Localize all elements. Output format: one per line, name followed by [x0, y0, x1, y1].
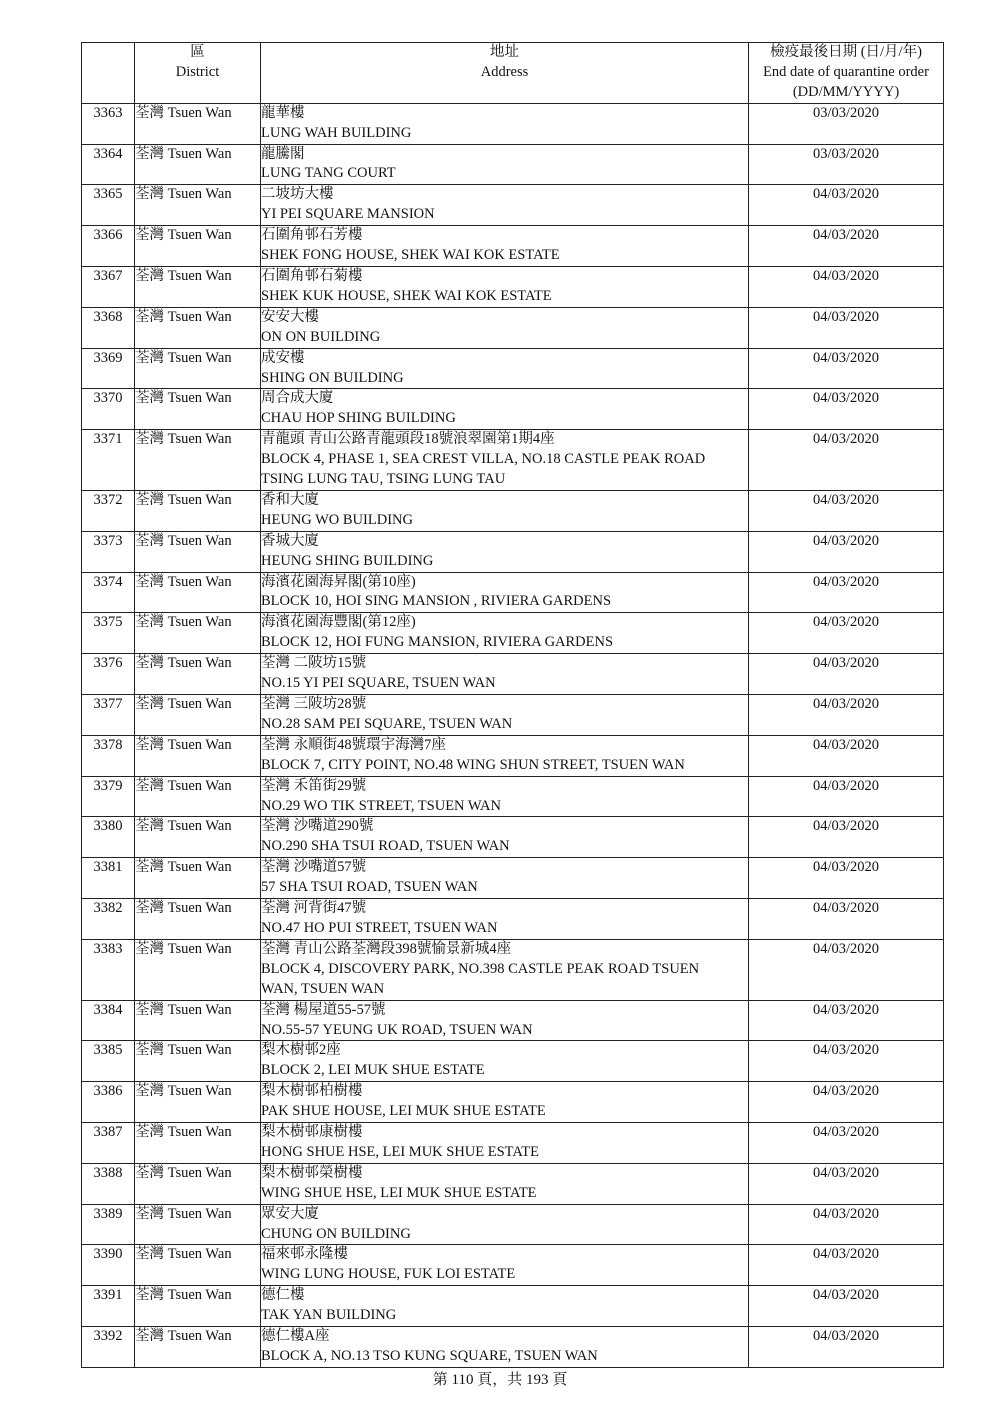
address-line-en: HONG SHUE HSE, LEI MUK SHUE ESTATE [261, 1143, 539, 1160]
row-address [261, 817, 749, 858]
table-row [82, 776, 944, 817]
row-district: 荃灣 Tsuen Wan [135, 307, 261, 348]
table-row [82, 817, 944, 858]
row-end-date: 04/03/2020 [749, 654, 944, 695]
address-line-zh: 石圍角邨石芳樓 [261, 227, 363, 244]
address-line-en: NO.28 SAM PEI SQUARE, TSUEN WAN [261, 715, 513, 732]
row-end-date: 04/03/2020 [749, 899, 944, 940]
row-district: 荃灣 Tsuen Wan [135, 1082, 261, 1123]
row-end-date: 03/03/2020 [749, 103, 944, 144]
address-line-zh: 香城大廈 [261, 532, 319, 549]
header-district-en: District [175, 63, 220, 80]
row-end-date: 04/03/2020 [749, 1286, 944, 1327]
header-address-zh: 地址 [490, 44, 519, 60]
row-number: 3370 [82, 389, 135, 430]
row-end-date: 04/03/2020 [749, 939, 944, 1000]
table-row [82, 1082, 944, 1123]
address-line-zh: 二坡坊大樓 [261, 186, 334, 203]
row-number: 3368 [82, 307, 135, 348]
row-end-date: 04/03/2020 [749, 531, 944, 572]
address-line-en: BLOCK 2, LEI MUK SHUE ESTATE [261, 1062, 485, 1079]
row-district: 荃灣 Tsuen Wan [135, 103, 261, 144]
table-body [82, 103, 944, 1367]
row-district: 荃灣 Tsuen Wan [135, 348, 261, 389]
table-row [82, 307, 944, 348]
address-line-zh: 荃灣 永順街48號環宇海灣7座 [261, 736, 446, 753]
address-line-en: NO.29 WO TIK STREET, TSUEN WAN [261, 797, 501, 814]
table-row [82, 613, 944, 654]
table-row [82, 695, 944, 736]
address-line-en: BLOCK 7, CITY POINT, NO.48 WING SHUN STREET, TSUEN WAN [261, 756, 685, 773]
row-district: 荃灣 Tsuen Wan [135, 1286, 261, 1327]
row-number: 3384 [82, 1000, 135, 1041]
row-number: 3391 [82, 1286, 135, 1327]
table-row [82, 654, 944, 695]
row-address [261, 858, 749, 899]
row-address [261, 695, 749, 736]
row-number: 3382 [82, 899, 135, 940]
table-row [82, 735, 944, 776]
table-row [82, 266, 944, 307]
address-line-zh: 福來邨永隆樓 [261, 1246, 348, 1263]
row-number: 3390 [82, 1245, 135, 1286]
row-number: 3373 [82, 531, 135, 572]
row-address [261, 899, 749, 940]
row-end-date: 04/03/2020 [749, 185, 944, 226]
address-line-zh: 龍華樓 [261, 104, 305, 121]
row-address [261, 266, 749, 307]
row-number: 3369 [82, 348, 135, 389]
row-number: 3386 [82, 1082, 135, 1123]
row-district: 荃灣 Tsuen Wan [135, 1163, 261, 1204]
table-row [82, 389, 944, 430]
row-district: 荃灣 Tsuen Wan [135, 695, 261, 736]
row-number: 3380 [82, 817, 135, 858]
row-address [261, 389, 749, 430]
address-line-zh: 梨木樹邨2座 [261, 1042, 341, 1059]
table-row [82, 1327, 944, 1368]
address-line-en: TSING LUNG TAU, TSING LUNG TAU [261, 471, 506, 488]
address-line-en: WAN, TSUEN WAN [261, 980, 385, 997]
row-end-date: 03/03/2020 [749, 144, 944, 185]
page-number: 第 110 頁，共 193 頁 [432, 1372, 568, 1388]
row-number: 3367 [82, 266, 135, 307]
row-address [261, 103, 749, 144]
row-end-date: 04/03/2020 [749, 1245, 944, 1286]
row-end-date: 04/03/2020 [749, 266, 944, 307]
row-address [261, 939, 749, 1000]
table-row [82, 103, 944, 144]
row-district: 荃灣 Tsuen Wan [135, 1327, 261, 1368]
address-line-en: CHUNG ON BUILDING [261, 1225, 411, 1242]
row-number: 3378 [82, 735, 135, 776]
row-end-date: 04/03/2020 [749, 1327, 944, 1368]
row-address [261, 144, 749, 185]
row-address [261, 348, 749, 389]
row-address [261, 1245, 749, 1286]
row-district: 荃灣 Tsuen Wan [135, 531, 261, 572]
table-row [82, 185, 944, 226]
address-line-en: HEUNG SHING BUILDING [261, 552, 434, 569]
address-line-en: SHEK FONG HOUSE, SHEK WAI KOK ESTATE [261, 247, 560, 264]
address-line-en: SHEK KUK HOUSE, SHEK WAI KOK ESTATE [261, 287, 552, 304]
table-row [82, 490, 944, 531]
header-date-zh: 檢疫最後日期 (日/月/年) [770, 44, 922, 60]
address-line-en: NO.47 HO PUI STREET, TSUEN WAN [261, 919, 498, 936]
row-end-date: 04/03/2020 [749, 817, 944, 858]
address-line-zh: 海濱花園海豐閣(第12座) [261, 614, 416, 631]
row-number: 3375 [82, 613, 135, 654]
row-number: 3392 [82, 1327, 135, 1368]
row-number: 3389 [82, 1204, 135, 1245]
row-district: 荃灣 Tsuen Wan [135, 144, 261, 185]
address-line-zh: 荃灣 青山公路荃灣段398號愉景新城4座 [261, 940, 512, 957]
address-line-zh: 德仁樓A座 [261, 1328, 330, 1345]
address-line-en: HEUNG WO BUILDING [261, 511, 413, 528]
address-line-en: LUNG WAH BUILDING [261, 124, 412, 141]
row-address [261, 531, 749, 572]
address-line-zh: 梨木樹邨柏樹樓 [261, 1083, 363, 1100]
row-district: 荃灣 Tsuen Wan [135, 1123, 261, 1164]
table-row [82, 144, 944, 185]
row-number: 3376 [82, 654, 135, 695]
row-district: 荃灣 Tsuen Wan [135, 735, 261, 776]
address-line-en: ON ON BUILDING [261, 328, 381, 345]
row-district: 荃灣 Tsuen Wan [135, 1204, 261, 1245]
address-line-zh: 海濱花園海昇閣(第10座) [261, 573, 416, 590]
address-line-en: LUNG TANG COURT [261, 165, 396, 182]
row-end-date: 04/03/2020 [749, 1163, 944, 1204]
table-row [82, 1123, 944, 1164]
row-address [261, 490, 749, 531]
header-district-zh: 區 [190, 44, 205, 60]
row-district: 荃灣 Tsuen Wan [135, 430, 261, 491]
row-number: 3364 [82, 144, 135, 185]
row-address [261, 1041, 749, 1082]
row-address [261, 1000, 749, 1041]
table-row [82, 1245, 944, 1286]
row-address [261, 654, 749, 695]
row-district: 荃灣 Tsuen Wan [135, 776, 261, 817]
row-district: 荃灣 Tsuen Wan [135, 858, 261, 899]
row-end-date: 04/03/2020 [749, 1082, 944, 1123]
address-line-zh: 梨木樹邨康樹樓 [261, 1124, 363, 1141]
header-date-format: (DD/MM/YYYY) [792, 83, 900, 100]
row-address [261, 1327, 749, 1368]
row-end-date: 04/03/2020 [749, 1000, 944, 1041]
row-end-date: 04/03/2020 [749, 1204, 944, 1245]
header-end-date [749, 43, 944, 104]
table-row [82, 899, 944, 940]
address-line-en: 57 SHA TSUI ROAD, TSUEN WAN [261, 879, 478, 896]
header-date-en: End date of quarantine order [763, 63, 929, 80]
address-line-zh: 安安大樓 [261, 308, 319, 325]
row-address [261, 1286, 749, 1327]
table-row [82, 348, 944, 389]
row-address [261, 226, 749, 267]
address-line-en: TAK YAN BUILDING [261, 1307, 397, 1324]
row-address [261, 1123, 749, 1164]
row-address [261, 1163, 749, 1204]
table-header-row [82, 43, 944, 104]
row-address [261, 185, 749, 226]
row-district: 荃灣 Tsuen Wan [135, 899, 261, 940]
table-row [82, 430, 944, 491]
address-line-zh: 荃灣 禾笛街29號 [261, 777, 367, 794]
row-district: 荃灣 Tsuen Wan [135, 1041, 261, 1082]
row-number: 3371 [82, 430, 135, 491]
address-line-en: NO.290 SHA TSUI ROAD, TSUEN WAN [261, 838, 510, 855]
row-number: 3385 [82, 1041, 135, 1082]
row-number: 3379 [82, 776, 135, 817]
row-number: 3372 [82, 490, 135, 531]
row-end-date: 04/03/2020 [749, 490, 944, 531]
row-district: 荃灣 Tsuen Wan [135, 572, 261, 613]
row-district: 荃灣 Tsuen Wan [135, 226, 261, 267]
row-district: 荃灣 Tsuen Wan [135, 1000, 261, 1041]
row-address [261, 572, 749, 613]
address-line-en: BLOCK 10, HOI SING MANSION , RIVIERA GARDENS [261, 593, 612, 610]
address-line-en: WING LUNG HOUSE, FUK LOI ESTATE [261, 1266, 516, 1283]
address-line-zh: 荃灣 楊屋道55-57號 [261, 1001, 386, 1018]
address-line-zh: 石圍角邨石菊樓 [261, 267, 363, 284]
address-line-zh: 荃灣 沙嘴道57號 [261, 859, 367, 876]
row-district: 荃灣 Tsuen Wan [135, 1245, 261, 1286]
row-end-date: 04/03/2020 [749, 776, 944, 817]
table-row [82, 572, 944, 613]
row-end-date: 04/03/2020 [749, 695, 944, 736]
row-district: 荃灣 Tsuen Wan [135, 817, 261, 858]
row-district: 荃灣 Tsuen Wan [135, 490, 261, 531]
address-line-en: NO.15 YI PEI SQUARE, TSUEN WAN [261, 675, 496, 692]
address-line-en: YI PEI SQUARE MANSION [261, 206, 435, 223]
table-row [82, 1041, 944, 1082]
header-district [135, 43, 261, 104]
row-end-date: 04/03/2020 [749, 389, 944, 430]
table-row [82, 939, 944, 1000]
row-end-date: 04/03/2020 [749, 307, 944, 348]
address-line-zh: 香和大廈 [261, 491, 319, 508]
row-end-date: 04/03/2020 [749, 226, 944, 267]
row-district: 荃灣 Tsuen Wan [135, 939, 261, 1000]
table-row [82, 858, 944, 899]
row-address [261, 735, 749, 776]
row-end-date: 04/03/2020 [749, 572, 944, 613]
address-line-zh: 梨木樹邨榮樹樓 [261, 1164, 363, 1181]
address-line-zh: 荃灣 二陂坊15號 [261, 655, 367, 672]
header-address-en: Address [480, 63, 529, 80]
address-line-zh: 荃灣 沙嘴道290號 [261, 818, 374, 835]
header-number [82, 43, 135, 104]
row-address [261, 307, 749, 348]
table-row [82, 1000, 944, 1041]
row-address [261, 776, 749, 817]
row-district: 荃灣 Tsuen Wan [135, 654, 261, 695]
row-number: 3388 [82, 1163, 135, 1204]
row-number: 3374 [82, 572, 135, 613]
row-district: 荃灣 Tsuen Wan [135, 185, 261, 226]
row-number: 3377 [82, 695, 135, 736]
row-district: 荃灣 Tsuen Wan [135, 613, 261, 654]
table-row [82, 1163, 944, 1204]
header-address [261, 43, 749, 104]
address-line-zh: 周合成大廈 [261, 390, 334, 407]
row-number: 3387 [82, 1123, 135, 1164]
address-line-zh: 荃灣 三陂坊28號 [261, 696, 367, 712]
address-line-zh: 眾安大廈 [261, 1205, 319, 1222]
quarantine-address-table [81, 42, 944, 1368]
row-address [261, 1082, 749, 1123]
row-end-date: 04/03/2020 [749, 1123, 944, 1164]
row-number: 3383 [82, 939, 135, 1000]
row-number: 3363 [82, 103, 135, 144]
row-end-date: 04/03/2020 [749, 1041, 944, 1082]
address-line-en: BLOCK A, NO.13 TSO KUNG SQUARE, TSUEN WAN [261, 1348, 598, 1364]
row-district: 荃灣 Tsuen Wan [135, 266, 261, 307]
address-line-en: WING SHUE HSE, LEI MUK SHUE ESTATE [261, 1184, 537, 1201]
address-line-zh: 龍騰閣 [261, 145, 305, 162]
address-line-zh: 德仁樓 [261, 1287, 305, 1304]
row-number: 3365 [82, 185, 135, 226]
address-line-zh: 青龍頭 青山公路青龍頭段18號浪翠園第1期4座 [261, 431, 555, 448]
row-end-date: 04/03/2020 [749, 735, 944, 776]
table-row [82, 1286, 944, 1327]
row-address [261, 613, 749, 654]
row-district: 荃灣 Tsuen Wan [135, 389, 261, 430]
row-address [261, 1204, 749, 1245]
address-line-zh: 成安樓 [261, 349, 305, 366]
row-number: 3366 [82, 226, 135, 267]
table-row [82, 531, 944, 572]
row-end-date: 04/03/2020 [749, 858, 944, 899]
table-row [82, 1204, 944, 1245]
row-address [261, 430, 749, 491]
table-row [82, 226, 944, 267]
address-line-zh: 荃灣 河背街47號 [261, 900, 367, 917]
row-end-date: 04/03/2020 [749, 430, 944, 491]
address-line-en: SHING ON BUILDING [261, 369, 404, 386]
row-number: 3381 [82, 858, 135, 899]
address-line-en: PAK SHUE HOUSE, LEI MUK SHUE ESTATE [261, 1103, 546, 1120]
address-line-en: CHAU HOP SHING BUILDING [261, 410, 456, 427]
row-end-date: 04/03/2020 [749, 348, 944, 389]
address-line-en: BLOCK 12, HOI FUNG MANSION, RIVIERA GARDENS [261, 634, 614, 651]
address-line-en: BLOCK 4, PHASE 1, SEA CREST VILLA, NO.18 CASTLE PEAK ROAD [261, 451, 706, 468]
row-end-date: 04/03/2020 [749, 613, 944, 654]
address-line-en: BLOCK 4, DISCOVERY PARK, NO.398 CASTLE PEAK ROAD TSUEN [261, 960, 700, 977]
address-line-en: NO.55-57 YEUNG UK ROAD, TSUEN WAN [261, 1021, 533, 1038]
